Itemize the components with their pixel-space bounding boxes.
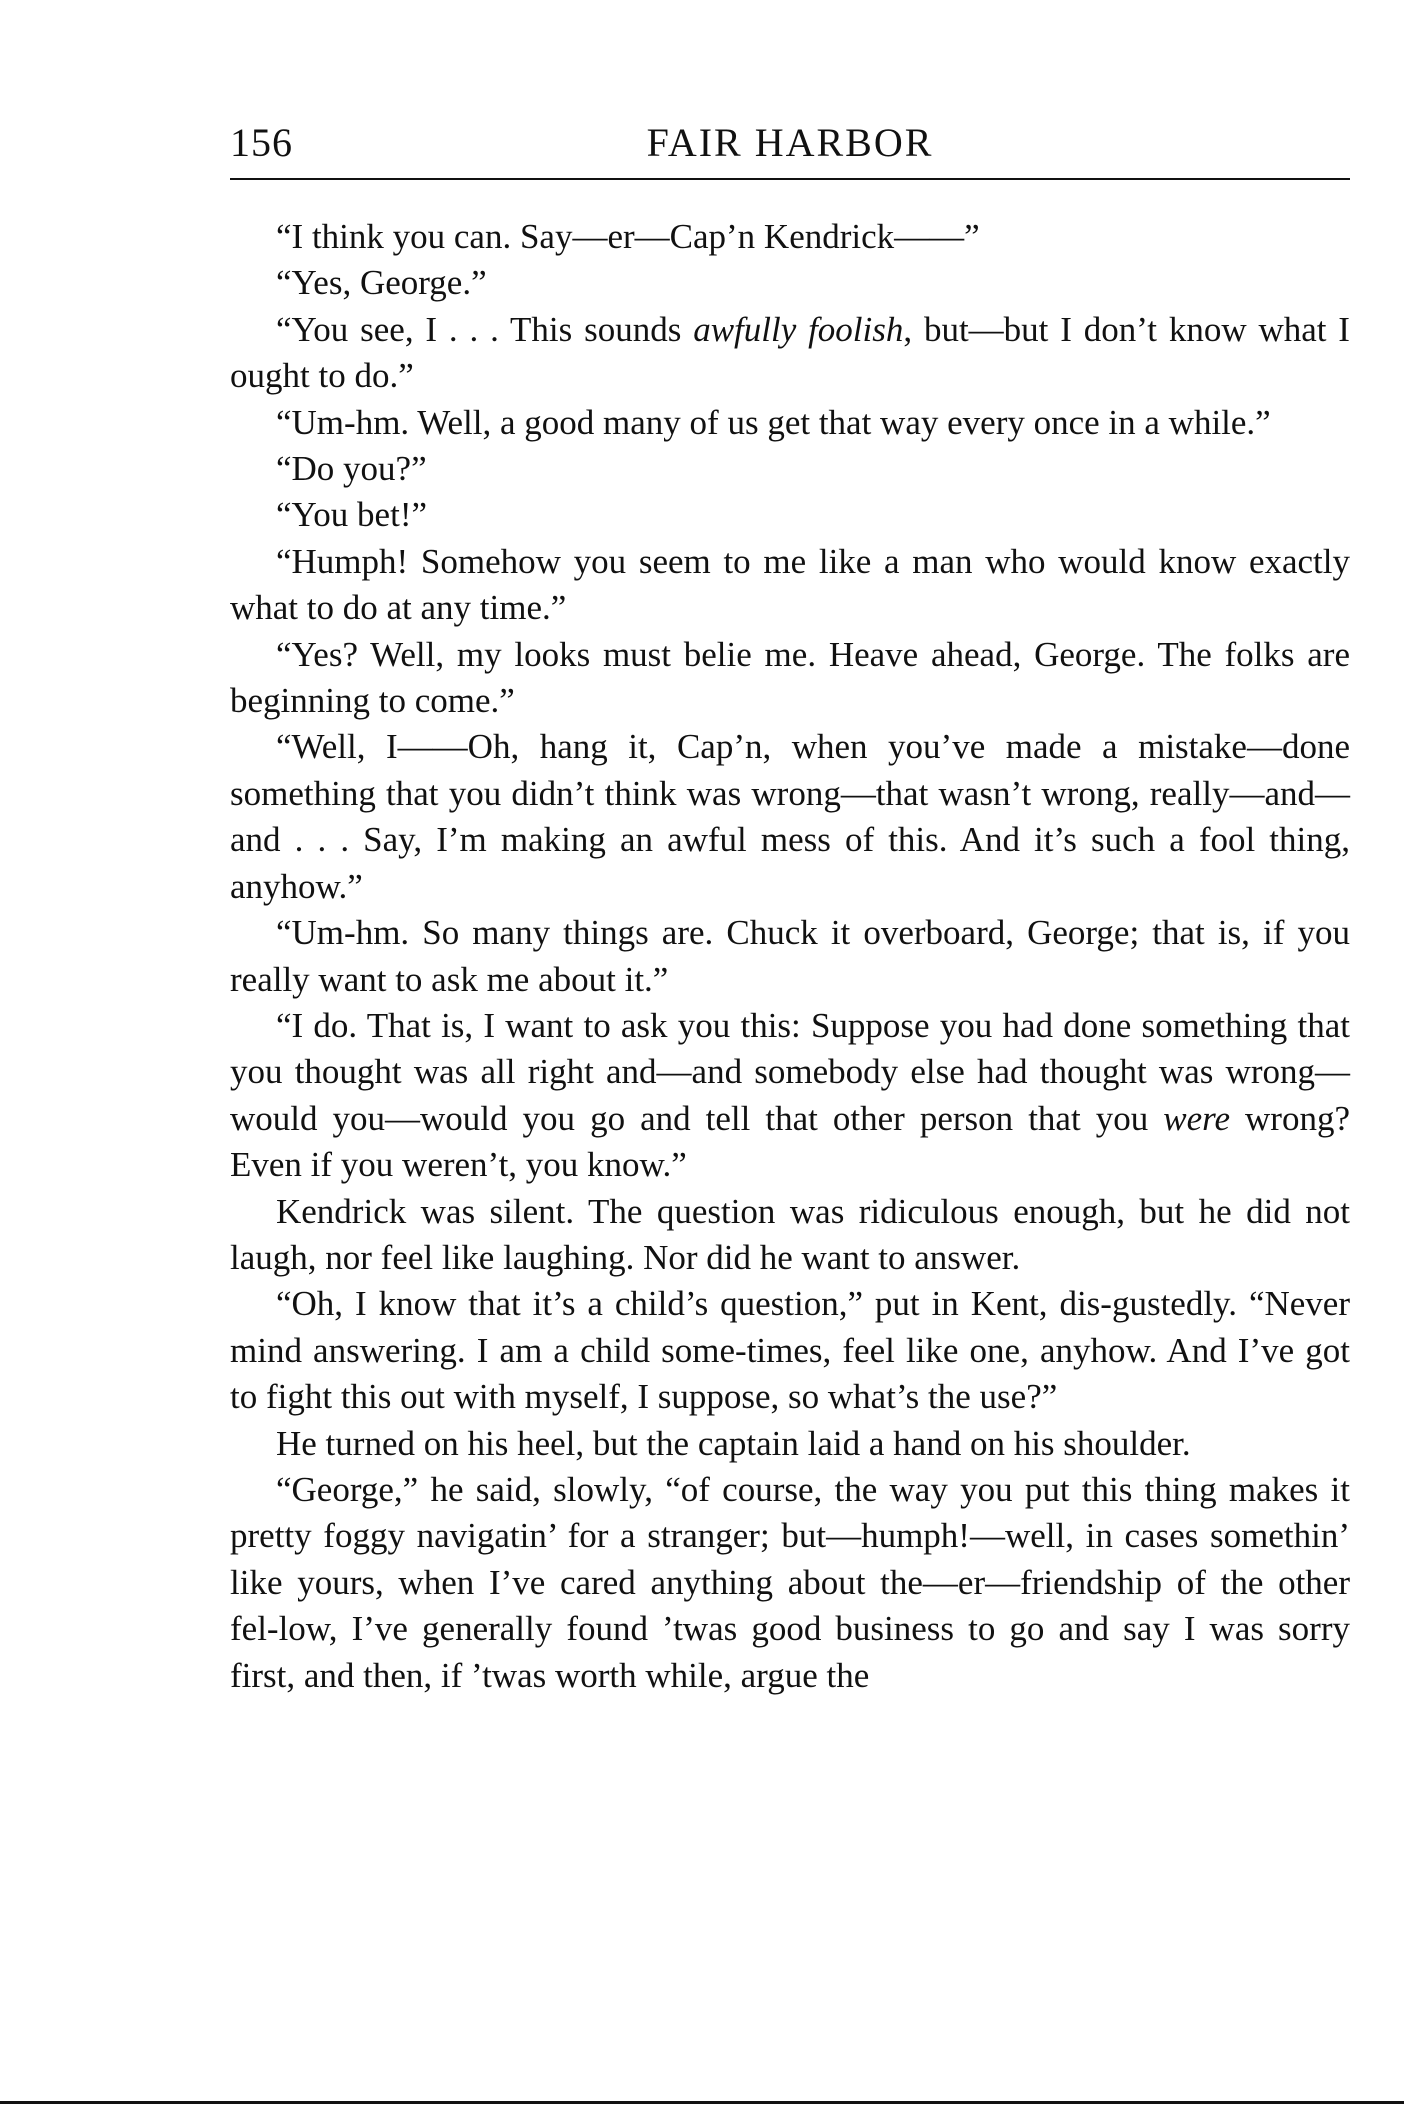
paragraph: “I do. That is, I want to ask you this: Suppose you had done something that you thought was all right and—and somebody else had thought was wrong—would you—would you go and tell that other person that you were wrong? Even if you weren’t, you know.” bbox=[230, 1005, 1350, 1185]
paragraph: “Humph! Somehow you seem to me like a man who would know exactly what to do at any time.” bbox=[230, 541, 1350, 628]
paragraph: “Yes, George.” bbox=[276, 263, 487, 303]
paragraph: “I think you can. Say—er—Cap’n Kendrick——” bbox=[276, 217, 980, 256]
paragraph: Kendrick was silent. The question was ridiculous enough, but he did not laugh, nor feel like laughing. Nor did he want to answer. bbox=[230, 1191, 1350, 1277]
paragraph: “Do you?” bbox=[276, 449, 427, 489]
italic-emphasis: were bbox=[1163, 1098, 1230, 1138]
body-text bbox=[230, 214, 1350, 1699]
paragraph: “Um-hm. Well, a good many of us get that way every once in a while.” bbox=[276, 402, 1271, 442]
paragraph: “Oh, I know that it’s a child’s question,” put in Kent, dis-gustedly. “Never mind answering. I am a child some-times, feel like one, anyhow. And I’ve got to fight this out with myself, I suppose, so what’s the use?” bbox=[230, 1284, 1350, 1417]
page-edge-rule bbox=[0, 2101, 1404, 2104]
page-number: 156 bbox=[230, 120, 293, 165]
paragraph: He turned on his heel, but the captain laid a hand on his shoulder. bbox=[276, 1423, 1191, 1463]
paragraph: “You bet!” bbox=[276, 495, 428, 535]
paragraph: “Well, I——Oh, hang it, Cap’n, when you’ve made a mistake—done something that you didn’t think was wrong—that wasn’t wrong, really—and—and . . . Say, I’m making an awful mess of this. And it’s such a fool thing, anyhow.” bbox=[230, 727, 1350, 906]
running-head bbox=[230, 118, 1350, 180]
running-title: FAIR HARBOR bbox=[646, 120, 934, 165]
italic-emphasis: awfully foolish bbox=[693, 309, 904, 349]
paragraph: “Yes? Well, my looks must belie me. Heave ahead, George. The folks are beginning to come.” bbox=[230, 634, 1350, 721]
paragraph: “You see, I . . . This sounds awfully foolish, but—but I don’t know what I ought to do.” bbox=[230, 309, 1350, 396]
paragraph: “Um-hm. So many things are. Chuck it overboard, George; that is, if you really want to ask me about it.” bbox=[230, 913, 1350, 999]
paragraph: “George,” he said, slowly, “of course, the way you put this thing makes it pretty foggy navigatin’ for a stranger; but—humph!—well, in cases somethin’ like yours, when I’ve cared anything about the—er—friendship of the other fel-low, I’ve generally found ’twas good business to go and say I was sorry first, and then, if ’twas worth while, argue the bbox=[230, 1469, 1350, 1695]
